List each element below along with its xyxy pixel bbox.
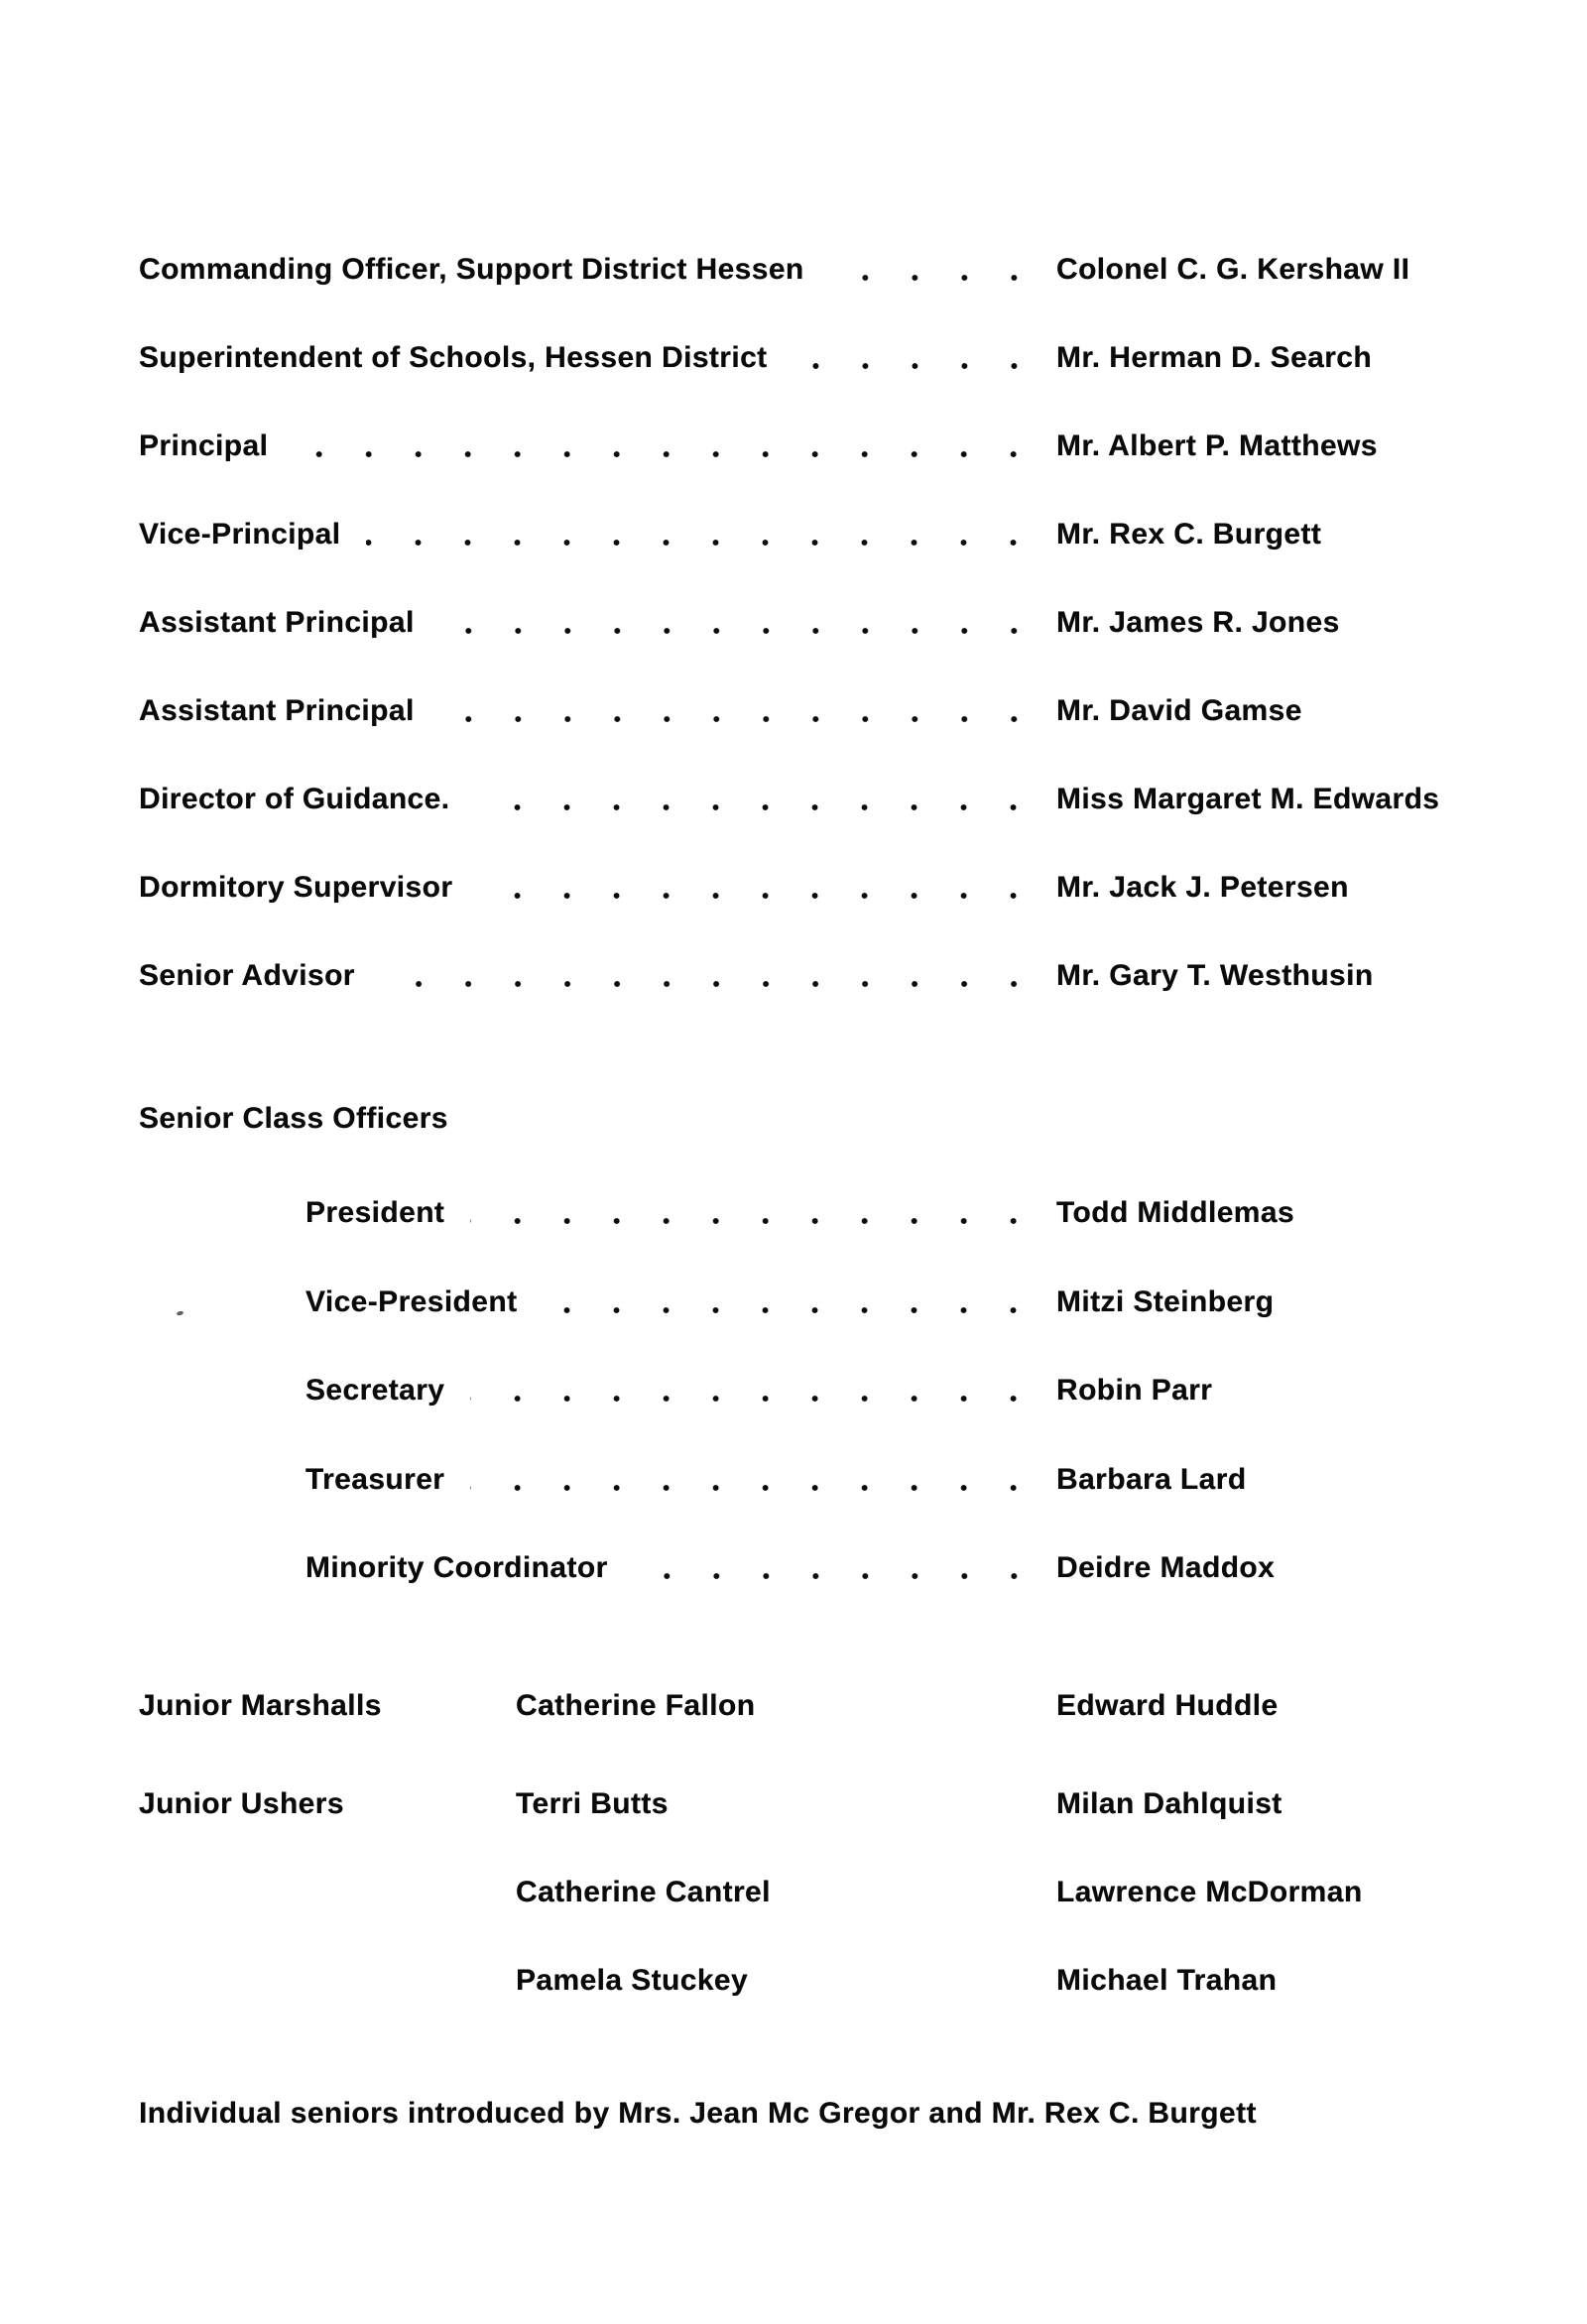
person-name: Mr. Rex C. Burgett: [1056, 518, 1322, 550]
person-name: Colonel C. G. Kershaw II: [1056, 253, 1410, 286]
dot-leader: [634, 1548, 1056, 1588]
junior-ushers-section: [139, 1784, 1513, 2001]
senior-class-officers-list: [139, 1193, 1513, 1588]
person-name: Mr. David Gamse: [1056, 694, 1302, 727]
staff-row: [139, 956, 1513, 996]
staff-row: [139, 427, 1513, 466]
junior-ushers-row: [139, 1784, 1513, 1824]
group-label: Junior Ushers: [139, 1787, 344, 1820]
group-label-empty: [139, 1961, 516, 2001]
person-name: Pamela Stuckey: [516, 1964, 749, 1997]
office-label: President: [305, 1196, 445, 1229]
officer-row: [305, 1371, 1513, 1410]
person-name: Mr. Albert P. Matthews: [1056, 429, 1378, 462]
staff-row: [139, 250, 1513, 290]
junior-marshalls-row: [139, 1686, 1513, 1726]
staff-row: [139, 338, 1513, 378]
role-label: Principal: [139, 429, 269, 462]
office-label: Vice-President: [305, 1284, 518, 1318]
person-name: Milan Dahlquist: [1056, 1787, 1282, 1820]
person-name: Barbara Lard: [1056, 1462, 1247, 1496]
person-name: Mr. Gary T. Westhusin: [1056, 959, 1374, 992]
role-label: Assistant Principal: [139, 694, 415, 727]
person-name: Michael Trahan: [1056, 1964, 1278, 1997]
junior-ushers-row: [139, 1961, 1513, 2001]
dot-leader: [440, 603, 1056, 643]
officer-row: [305, 1548, 1513, 1588]
dot-leader: [470, 1371, 1056, 1410]
senior-class-officers-heading: Senior Class Officers: [139, 1102, 448, 1135]
person-name: Catherine Fallon: [516, 1689, 756, 1722]
person-name: Miss Margaret M. Edwards: [1056, 783, 1440, 815]
role-label: Director of Guidance.: [139, 783, 450, 815]
dot-leader: [470, 1193, 1056, 1233]
staff-row: [139, 603, 1513, 643]
role-label: Superintendent of Schools, Hessen District: [139, 341, 768, 374]
footer-note: Individual seniors introduced by Mrs. Jean Mc Gregor and Mr. Rex C. Burgett: [139, 2097, 1257, 2130]
role-label: Senior Advisor: [139, 959, 355, 992]
page-content: [139, 250, 1513, 2134]
role-label: Assistant Principal: [139, 606, 415, 639]
person-name: Mr. James R. Jones: [1056, 606, 1340, 639]
office-label: Minority Coordinator: [305, 1551, 608, 1584]
officer-row: [305, 1460, 1513, 1500]
junior-marshalls-section: [139, 1686, 1513, 1726]
role-label: Dormitory Supervisor: [139, 871, 453, 904]
role-label: Vice-Principal: [139, 518, 341, 550]
person-name: Edward Huddle: [1056, 1689, 1279, 1722]
junior-ushers-row: [139, 1873, 1513, 1912]
dot-leader: [470, 1460, 1056, 1500]
person-name: Mr. Jack J. Petersen: [1056, 871, 1349, 904]
dot-leader: [294, 427, 1056, 466]
staff-row: [139, 868, 1513, 908]
person-name: Todd Middlemas: [1056, 1196, 1295, 1229]
person-name: Mr. Herman D. Search: [1056, 341, 1373, 374]
office-label: Treasurer: [305, 1462, 445, 1496]
dot-leader: [475, 780, 1056, 819]
dot-leader: [543, 1283, 1056, 1322]
officer-row: [305, 1283, 1513, 1322]
person-name: Mitzi Steinberg: [1056, 1284, 1275, 1318]
staff-row: [139, 780, 1513, 819]
role-label: Commanding Officer, Support District Hessen: [139, 253, 804, 286]
office-label: Secretary: [305, 1374, 445, 1407]
dot-leader: [440, 691, 1056, 731]
person-name: Catherine Cantrel: [516, 1876, 771, 1908]
person-name: Robin Parr: [1056, 1374, 1213, 1407]
dot-leader: [830, 250, 1056, 290]
person-name: Terri Butts: [516, 1787, 669, 1820]
dot-leader: [794, 338, 1056, 378]
dot-leader: [478, 868, 1056, 908]
dot-leader: [381, 956, 1056, 996]
group-label-empty: [139, 1873, 516, 1912]
group-label: Junior Marshalls: [139, 1689, 382, 1722]
staff-directory-list: [139, 250, 1513, 996]
staff-row: [139, 515, 1513, 554]
person-name: Deidre Maddox: [1056, 1551, 1276, 1584]
staff-row: [139, 691, 1513, 731]
dot-leader: [366, 515, 1056, 554]
person-name: Lawrence McDorman: [1056, 1876, 1363, 1908]
officer-row: [305, 1193, 1513, 1233]
